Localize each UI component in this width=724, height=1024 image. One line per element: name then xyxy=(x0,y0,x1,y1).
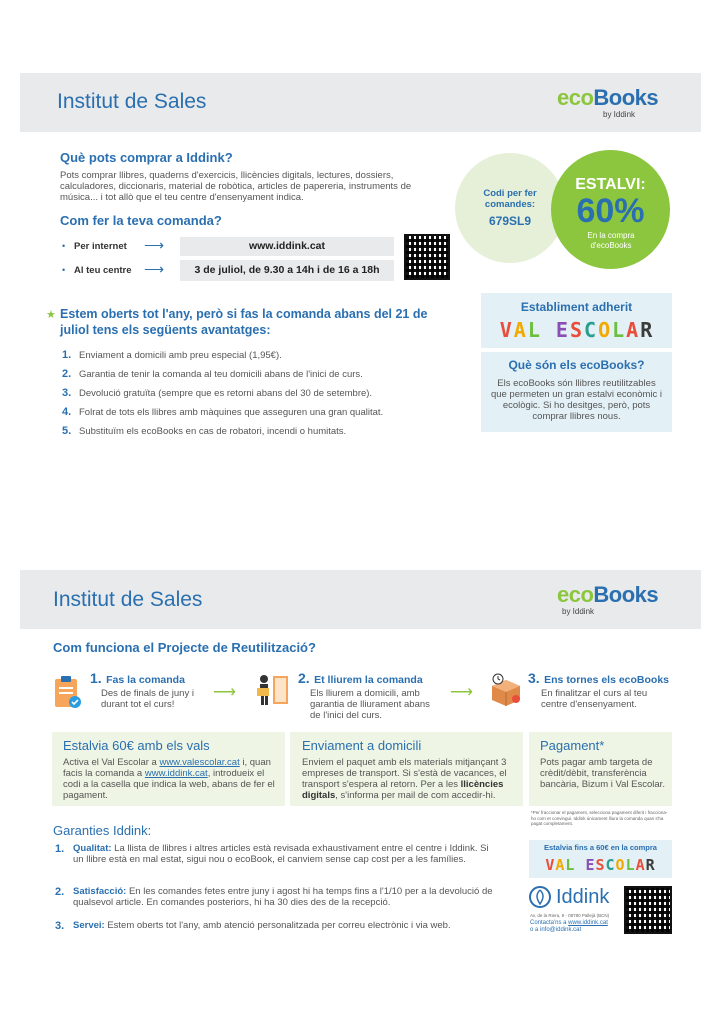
order-internet-label: Per internet xyxy=(74,241,127,252)
list-item: 1. Enviament a domicili amb preu especial (1,95€). xyxy=(62,349,282,361)
qr-code-icon xyxy=(626,888,670,932)
pagament-text: Pots pagar amb targeta de crèdit/dèbit, transferència bancària, Bizum i Val Escolar. xyxy=(540,757,665,790)
guarantee-1: 1. Qualitat: La llista de llibres i altres articles està revisada exhaustivament entre el centre i Iddink. Si un llibre està en mal estat, sigui nou o ecoBook, el canviem sense cap cost per a les famílies. xyxy=(55,843,489,865)
arrow-right-icon: ⟶ xyxy=(144,237,165,253)
order-internet-value[interactable]: www.iddink.cat xyxy=(180,237,394,256)
estalvia-banner-text: Estalvia fins a 60€ en la compra xyxy=(544,843,657,852)
box-icon xyxy=(488,672,524,708)
how-heading: Com funciona el Projecte de Reutilització? xyxy=(53,640,316,655)
code-value: 679SL9 xyxy=(488,214,532,228)
order-centre-label: Al teu centre xyxy=(74,265,132,276)
payment-footnote: *Per fraccionar el pagament, selecciona pagament diferit i fracciona-ho com et convingui. Iddink únicament lliura la comanda quan s'ha pagat completament. xyxy=(531,810,668,826)
address-text: Av. de la Riera, 9 · 08780 Pallejà (BCN) xyxy=(530,913,610,918)
arrow-right-icon: ⟶ xyxy=(213,684,236,701)
pagament-title: Pagament* xyxy=(540,738,605,753)
estalvi-label: ESTALVI: xyxy=(575,176,646,193)
code-label: Codi per fer comandes: xyxy=(483,188,537,210)
arrow-right-icon: ⟶ xyxy=(450,684,473,701)
page1-ecobooks-logo: ecoBooks xyxy=(557,85,659,110)
ecobooks-answer: Els ecoBooks són llibres reutilitzables que permeten un gran estalvi econòmic i ecològic. Si ho desitges, però, pots comprar llibres nous. xyxy=(490,378,663,422)
list-item: 2. Garantia de tenir la comanda al teu domicili abans de l'inici de curs. xyxy=(62,368,363,380)
contact-web-link[interactable]: www.iddink.cat xyxy=(568,920,608,926)
list-item: 3. Devolució gratuïta (sempre que es retorni abans del 30 de setembre). xyxy=(62,387,373,399)
list-item: 4. Folrat de tots els llibres amb màquines que asseguren una gran qualitat. xyxy=(62,406,384,418)
step-1: 1. Fas la comanda xyxy=(90,670,185,686)
estalvi-sub: En la compra d'ecoBooks xyxy=(587,231,635,250)
val-escolar-logo: VAL ESCOLAR xyxy=(499,318,655,342)
enviament-text: Enviem el paquet amb els materials mitjançant 3 empreses de transport. Si s'està de vacances, el transport s'espera al retorn. Per a les llicències digitals, s'informa per mail de com accedir-hi. xyxy=(302,757,507,801)
step-2-text: Els lliurem a domicili, amb garantia de lliurament abans de l'inici del curs. xyxy=(310,688,430,721)
step-2: 2. Et lliurem la comanda xyxy=(298,670,423,686)
order-centre-value: 3 de juliol, de 9.30 a 14h i de 16 a 18h xyxy=(180,260,394,281)
star-icon: ★ xyxy=(46,309,56,321)
arrow-right-icon: ⟶ xyxy=(144,261,165,277)
val-escolar-logo: VAL ESCOLAR xyxy=(545,856,656,874)
clipboard-icon xyxy=(52,675,82,709)
page2-ecobooks-logo: ecoBooks xyxy=(557,582,659,607)
estalvi-value: 60% xyxy=(576,192,645,230)
open-heading: Estem oberts tot l'any, però si fas la comanda abans del 21 de juliol tens els següents avantatges: xyxy=(60,307,428,337)
guarantee-2: 2. Satisfacció: En les comandes fetes entre juny i agost hi ha temps fins a l'1/10 per a la devolució de qualsevol article. En comandes posteriors, hi ha 30 dies des de la recepció. xyxy=(55,886,493,908)
page1-logo-byline: by Iddink xyxy=(603,110,636,119)
iddink-link[interactable]: www.iddink.cat xyxy=(144,768,208,779)
page2-title: Institut de Sales xyxy=(53,588,203,611)
guarantee-3: 3. Servei: Estem oberts tot l'any, amb atenció personalitzada per correu electrònic i via web. xyxy=(55,920,451,932)
vals-text: Activa el Val Escolar a www.valescolar.cat i, quan facis la comanda a www.iddink.cat, introdueix el codi a la casella que indica la web, abans de fer el pagament. xyxy=(63,757,275,801)
qr-code-icon xyxy=(406,236,448,278)
step-3-text: En finalitzar el curs al teu centre d'ensenyament. xyxy=(541,688,648,710)
bullet-icon: • xyxy=(62,265,66,275)
iddink-logo-icon xyxy=(529,886,551,908)
page2-logo-byline: by Iddink xyxy=(562,607,595,616)
advantages-list xyxy=(62,345,462,440)
step-3: 3. Ens tornes els ecoBooks xyxy=(528,670,670,686)
contact-text: Contacta'ns a www.iddink.cat o a info@iddink.cat xyxy=(530,920,608,933)
establiment-label: Establiment adherit xyxy=(520,300,633,314)
what-text: Pots comprar llibres, quaderns d'exercicis, llicències digitals, lectures, dossiers, calculadores, diccionaris, material de robòtica, articles de papereria, instruments de música... i tot allò que el teu centre d'ensenyament indica. xyxy=(60,170,412,203)
step-1-text: Des de finals de juny i durant tot el curs! xyxy=(101,688,194,710)
valescolar-link[interactable]: www.valescolar.cat xyxy=(159,757,240,768)
bullet-icon: • xyxy=(62,241,66,251)
what-heading: Què pots comprar a Iddink? xyxy=(60,150,233,165)
order-heading: Com fer la teva comanda? xyxy=(60,213,222,228)
ecobooks-question: Què són els ecoBooks? xyxy=(508,358,645,372)
iddink-brand: Iddink xyxy=(556,886,610,908)
enviament-title: Enviament a domicili xyxy=(302,738,422,753)
vals-title: Estalvia 60€ amb els vals xyxy=(63,738,210,753)
delivery-icon xyxy=(255,672,291,708)
page1-title: Institut de Sales xyxy=(57,90,207,113)
guarantees-heading: Garanties Iddink: xyxy=(53,823,152,838)
list-item: 5. Substituïm els ecoBooks en cas de robatori, incendi o humitats. xyxy=(62,425,347,437)
